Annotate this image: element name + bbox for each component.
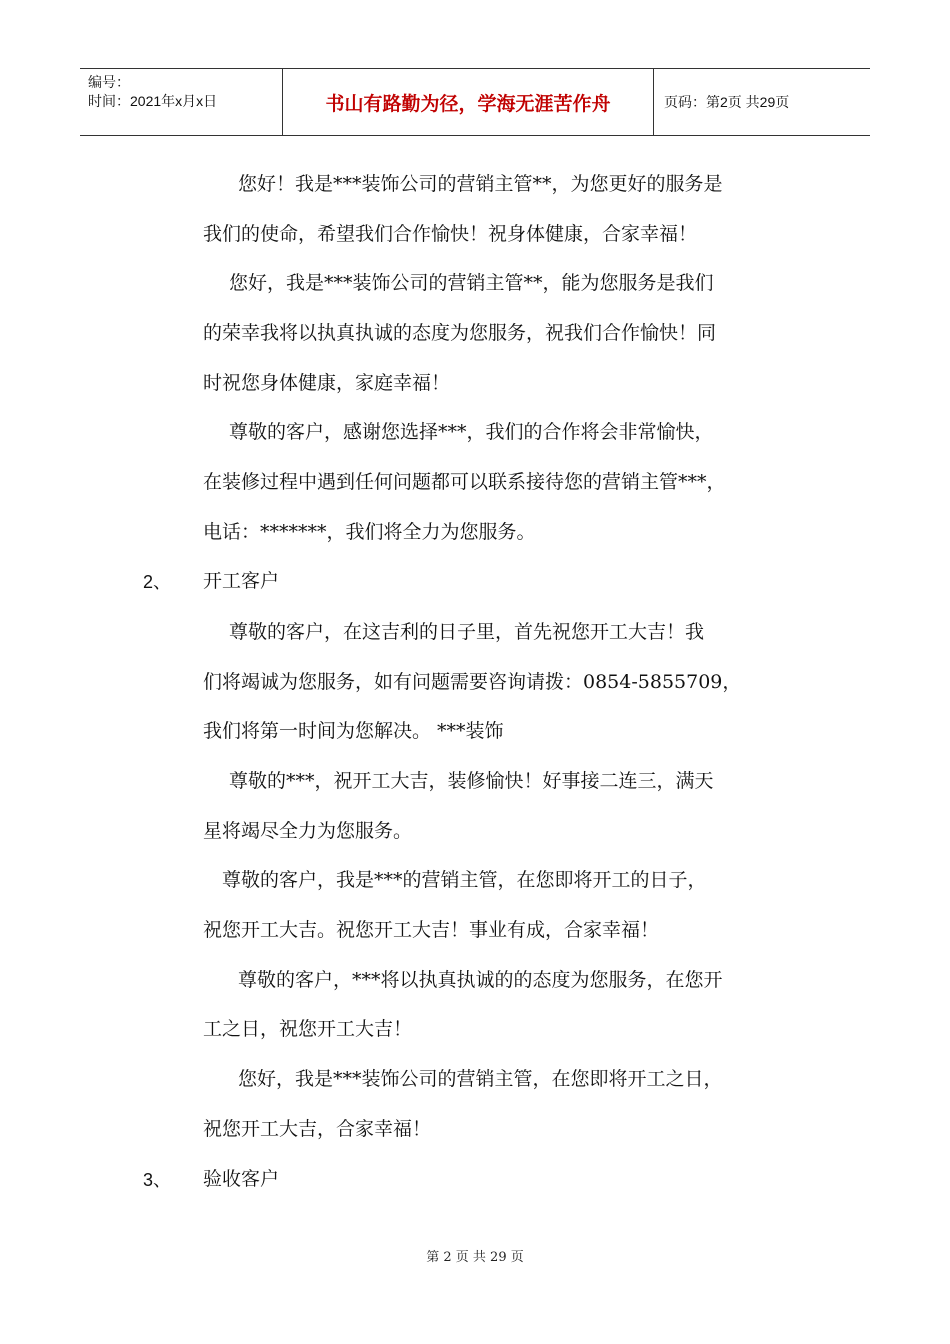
section-number: 3、	[143, 1170, 172, 1190]
body-line: 们将竭诚为您服务，如有问题需要咨询请拨：0854-5855709，	[203, 671, 742, 693]
section-heading: 开工客户	[203, 570, 280, 592]
body-line: 尊敬的客户，在这吉利的日子里，首先祝您开工大吉！我	[229, 621, 705, 643]
body-line: 祝您开工大吉。祝您开工大吉！事业有成，合家幸福！	[203, 919, 660, 941]
header-motto: 书山有路勤为径，学海无涯苦作舟	[282, 69, 654, 135]
page-footer: 第 2 页 共 29 页	[426, 1250, 524, 1265]
body-line: 时祝您身体健康，家庭幸福！	[203, 372, 451, 394]
body-line: 我们将第一时间为您解决。 ***装饰	[203, 720, 504, 742]
body-line: 祝您开工大吉，合家幸福！	[203, 1118, 432, 1140]
body-line: 星将竭尽全力为您服务。	[203, 820, 413, 842]
section-number: 2、	[143, 572, 172, 592]
page-header	[80, 68, 870, 136]
body-line: 您好，我是***装饰公司的营销主管，在您即将开工之日，	[238, 1068, 723, 1090]
body-line: 尊敬的***，祝开工大吉，装修愉快！好事接二连三，满天	[229, 770, 714, 792]
body-line: 尊敬的客户，感谢您选择***，我们的合作将会非常愉快，	[229, 421, 714, 443]
body-line: 尊敬的客户，***将以执真执诚的的态度为您服务，在您开	[238, 969, 723, 991]
header-page-info: 页码：第2页 共29页	[664, 94, 790, 110]
body-line: 尊敬的客户，我是***的营销主管，在您即将开工的日子，	[222, 869, 707, 891]
body-line: 工之日，祝您开工大吉！	[203, 1018, 413, 1040]
body-line: 的荣幸我将以执真执诚的态度为您服务，祝我们合作愉快！同	[203, 322, 717, 344]
body-line: 您好，我是***装饰公司的营销主管**，能为您服务是我们	[229, 272, 714, 294]
body-line: 电话：*******，我们将全力为您服务。	[203, 521, 536, 543]
section-heading: 验收客户	[203, 1168, 280, 1190]
document-time-label: 时间：2021年x月x日	[88, 93, 218, 109]
header-meta	[80, 69, 282, 135]
body-line: 我们的使命，希望我们合作愉快！祝身体健康，合家幸福！	[203, 223, 698, 245]
body-line: 在装修过程中遇到任何问题都可以联系接待您的营销主管***，	[203, 471, 726, 493]
document-number-label: 编号：	[88, 74, 130, 90]
body-line: 您好！我是***装饰公司的营销主管**，为您更好的服务是	[238, 173, 723, 195]
